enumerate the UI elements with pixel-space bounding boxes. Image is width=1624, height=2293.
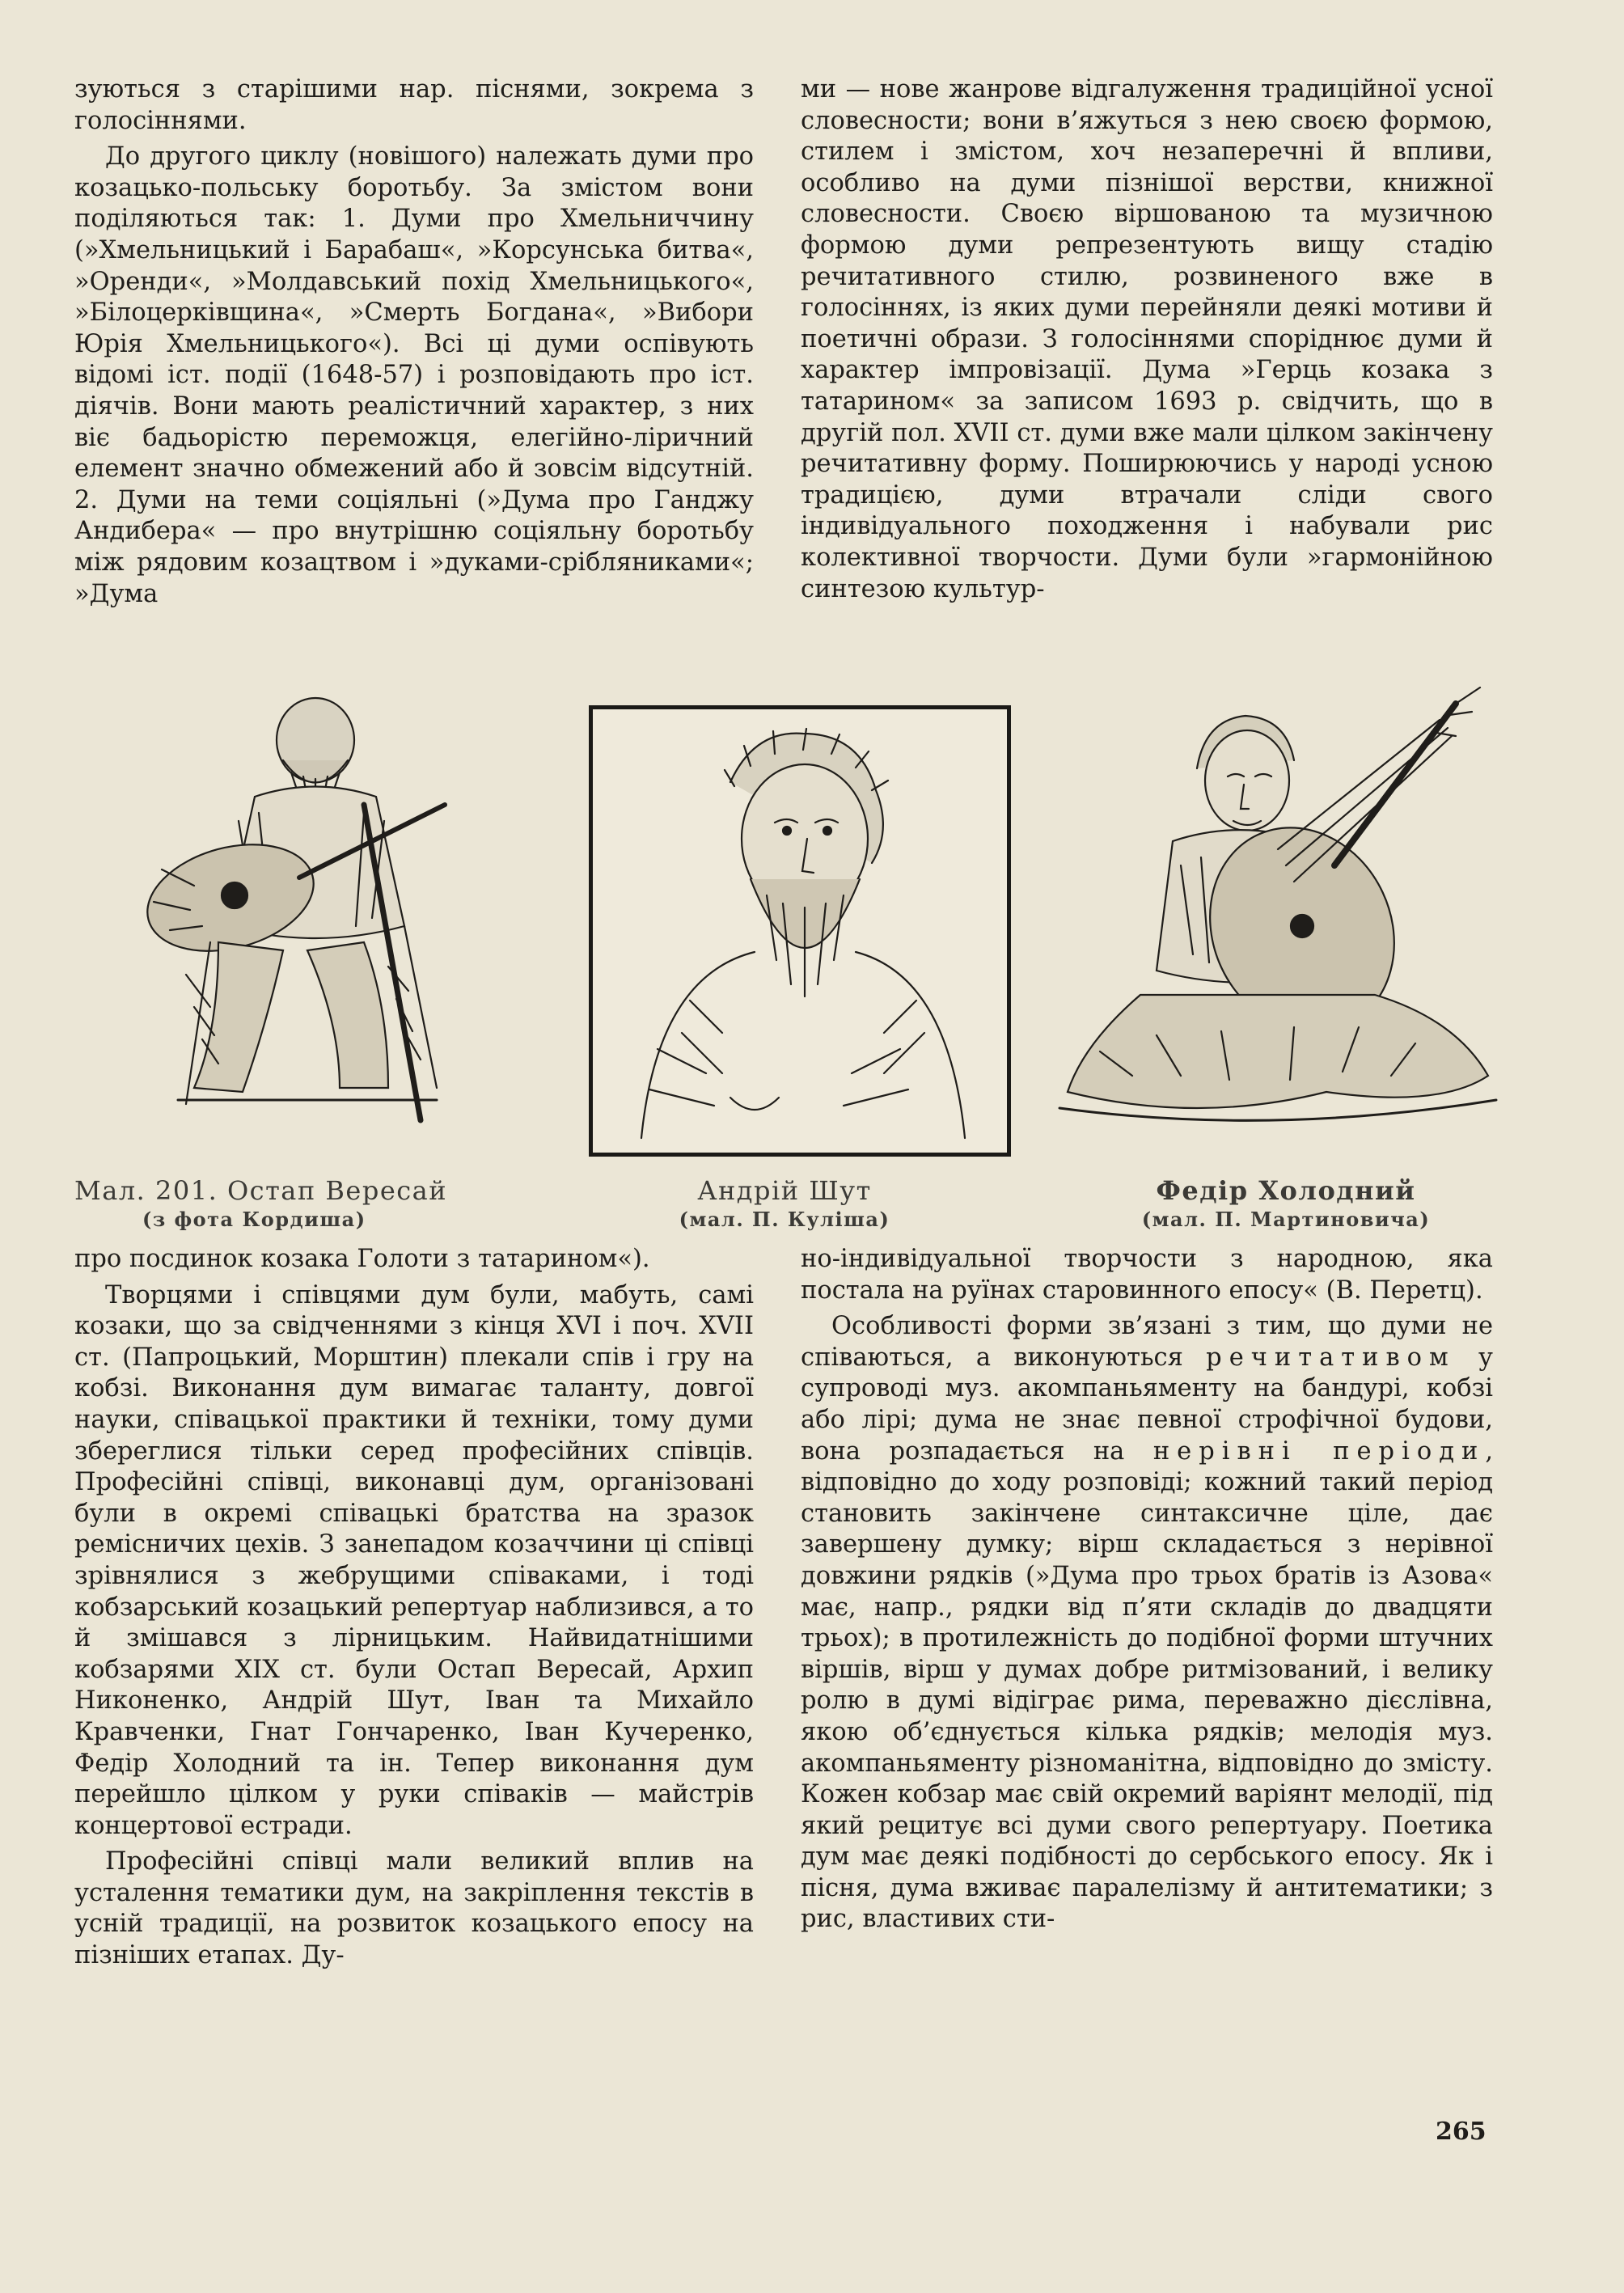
caption-source: (мал. П. Мартиновича)	[1141, 1208, 1431, 1231]
text-run: у супроводі муз. акомпаньяменту на бандурі, кобзі або лірі; дума не знає певної строфічної будови, вона розпадається на	[801, 1343, 1493, 1466]
paragraph: До другого циклу (новішого) належать думи про козацько-польську боротьбу. За змістом вони поділяються так: 1. Думи про Хмельниччину (»Хмельницький і Барабаш«, »Корсунська битва«, »Оренди«, »Молдавський похід Хмельницького«, »Білоцерківщина«, »Смерть Богдана«, »Вибори Юрія Хмельницького«). Всі ці думи оспівують відомі іст. події (1648-57) і розповідають про іст. діячів. Вони мають реалістичний характер, з них віє бадьорістю переможця, елегійно-ліричний елемент значно обмежений або й зовсім відсутній. 2. Думи на теми соціяльні (»Дума про Ганджу Андибера« — про внутрішню соціяльну боротьбу між рядовим козацтвом і »дуками-срібляниками«; »Дума	[74, 142, 754, 608]
paragraph: Творцями і співцями дум були, мабуть, самі козаки, що за свідченнями з кінця XVI і поч. XVII ст. (Папроцький, Морштин) плекали спів і гру на кобзі. Виконання дум вимагає таланту, довгої науки, співацької практики й техніки, тому думи збереглися тільки серед професійних співців. Професійні співці, виконавці дум, організовані були в окремі співацькі братства на зразок ремісничих цехів. З занепадом козаччини ці співці зрівнялися з жебрущими співаками, і тоді кобзарський козацький репертуар наблизився, а то й змішався з лірницьким. Найвидатнішими кобзарями XIX ст. були Остап Вересай, Архип Никоненко, Андрій Шут, Іван та Михайло Кравченки, Гнат Гончаренко, Іван Кучеренко, Федір Холодний та ін. Тепер виконання дум перейшло цілком у руки співаків — майстрів концертової естради.	[74, 1280, 754, 1840]
page-number: 265	[1436, 2117, 1487, 2146]
figure-ostap-veresai	[97, 683, 518, 1136]
paragraph: Професійні співці мали великий вплив на усталення тематики дум, на закріплення текстів в усній традиції, на розвиток козацького епосу на пізніших етапах. Ду-	[74, 1847, 754, 1970]
text-run: Особливості форми зв’язані з тим, що думи не співаються, а виконуються	[801, 1312, 1493, 1372]
text-column-top-right	[801, 74, 1493, 605]
spaced-emphasis: нерівні періоди	[1152, 1436, 1486, 1466]
bandura-player-icon	[1035, 671, 1508, 1140]
caption-title: Федір Холодний	[1156, 1175, 1416, 1206]
caption-title: Мал. 201. Остап Вересай	[74, 1175, 448, 1206]
paragraph: но-індивідуальної творчости з народною, яка постала на руїнах старовинного епосу« (В. Перетц).	[801, 1245, 1493, 1305]
text-column-bottom-left	[74, 1244, 754, 1972]
figure-andrii-shut	[589, 705, 1011, 1157]
figure-caption-1	[74, 1174, 495, 1233]
caption-source: (з фота Кордиша)	[142, 1208, 366, 1231]
text-column-bottom-right	[801, 1244, 1493, 1936]
text-column-top-left	[74, 74, 754, 610]
caption-source: (мал. П. Куліша)	[679, 1208, 890, 1231]
paragraph: ми — нове жанрове відгалуження традиційної усної словесности; вони в’яжуться з нею своєю формою, стилем і змістом, хоч незаперечні й впливи, особливо на думи пізнішої верстви, книжної словесности. Своєю віршованою та музичною формою думи репрезентують вищу стадію речитативного стилю, розвиненого вже в голосіннях, із яких думи перейняли деякі мотиви й поетичні образи. З голосіннями споріднює думи й характер імпровізації. Дума »Герць козака з татарином« за записом 1693 р. свідчить, що в другій пол. XVII ст. думи вже мали цілком закінчену речитативну форму. Поширюючись у народі усною традицією, думи втрачали сліди свого індивідуального походження і набували рис колективної творчости. Думи були »гармонійною синтезою культур-	[801, 75, 1493, 603]
paragraph: про посдинок козака Голоти з татарином«).	[74, 1245, 650, 1273]
caption-title: Андрій Шут	[697, 1175, 872, 1206]
kobzar-portrait-icon	[97, 683, 518, 1136]
paragraph	[801, 1311, 1493, 1936]
figure-caption-3	[1076, 1174, 1496, 1233]
spaced-emphasis: речитативом	[1206, 1343, 1456, 1372]
text-run: , відповідно до ходу розповіді; кожний такий період становить закінчене синтаксичне ціле, дає завершену думку; вірш складається з нерівної довжини рядків (»Дума про трьох братів із Азова« має, напр., рядки від п’яти складів до двадцяти трьох); в протилежність до подібної форми штучних віршів, вірш у думах добре ритмізований, і велику ролю в думі відіграє рима, переважно дієслівна, якою об’єднується кілька рядків; мелодія муз. акомпаньяменту різноманітна, відповідно до змісту. Кожен кобзар має свій окремий варіянт мелодії, під який рецитує всі думи свого репертуару. Поетика дум має деякі подібності до сербського епосу. Як і пісня, дума вживає паралелізму й антитематики; з рис, властивих сти-	[801, 1436, 1494, 1934]
paragraph: зуються з старішими нар. піснями, зокрема з голосіннями.	[74, 75, 754, 135]
figure-caption-2	[631, 1174, 938, 1233]
figure-fedir-kholodnyi	[1035, 671, 1508, 1140]
bearded-man-portrait-icon	[593, 709, 1007, 1153]
